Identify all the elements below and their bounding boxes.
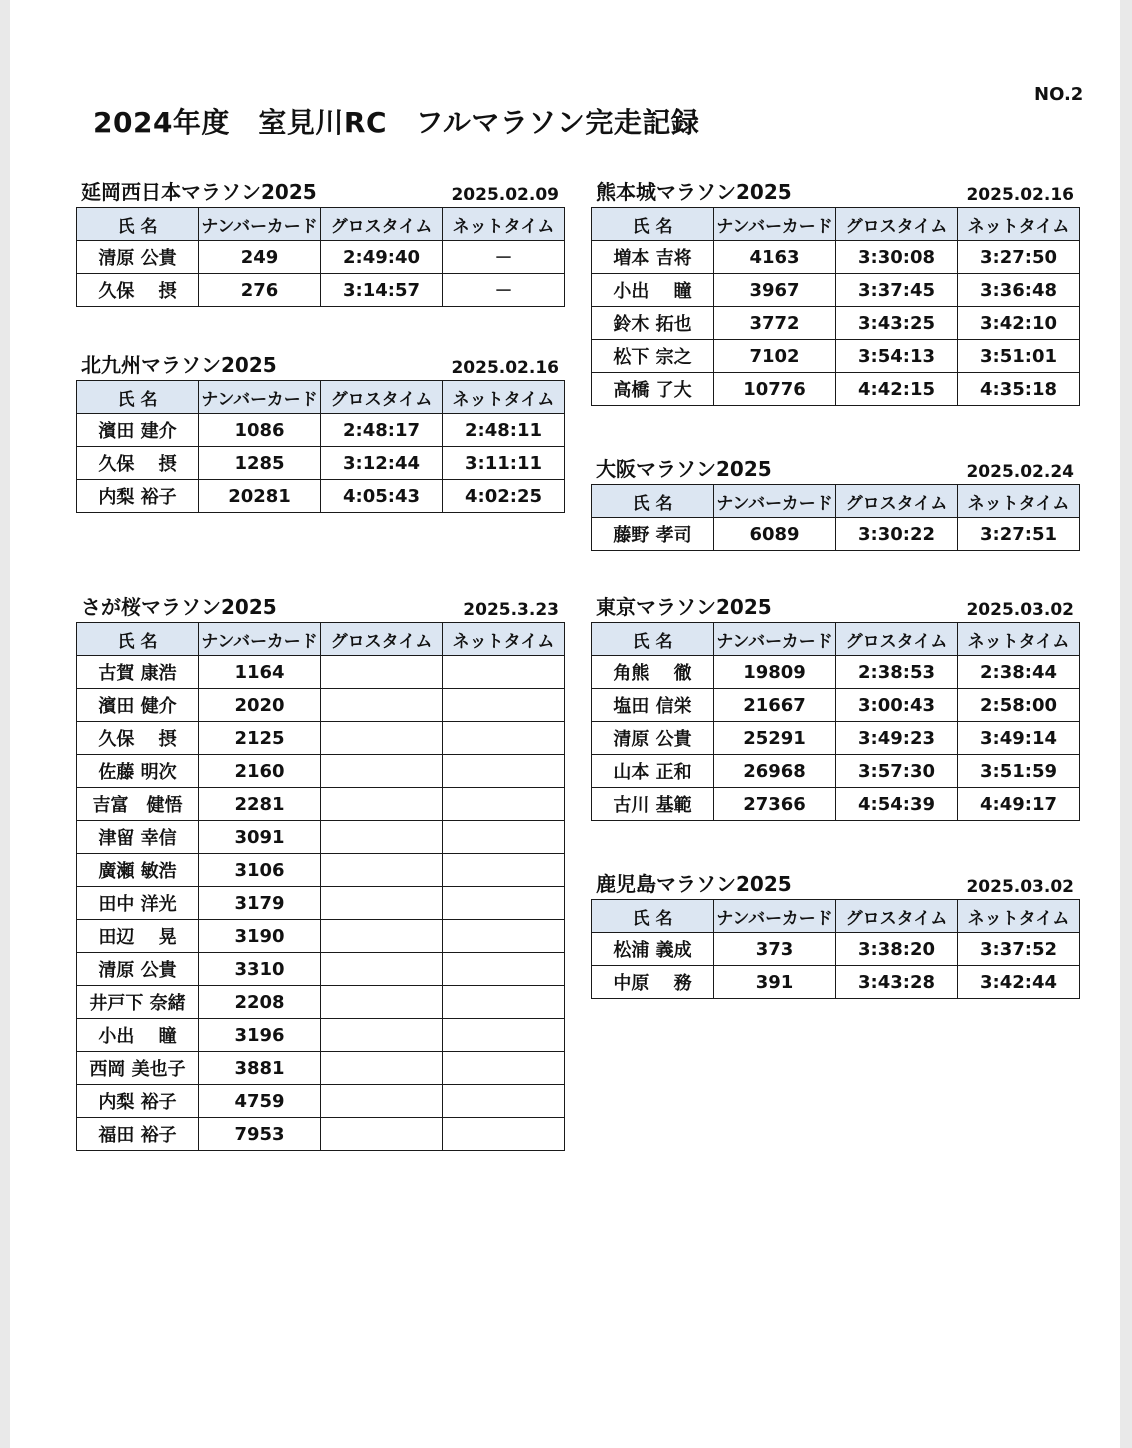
- results-table: [591, 484, 1080, 551]
- net-time: －: [443, 241, 565, 274]
- gross-time: [321, 689, 443, 722]
- bib-number: 19809: [714, 656, 836, 689]
- results-table: [591, 207, 1080, 406]
- net-time: 4:02:25: [443, 480, 565, 513]
- gross-time: 3:57:30: [836, 755, 958, 788]
- bib-number: 2125: [199, 722, 321, 755]
- net-time: [443, 689, 565, 722]
- runner-name: 松下 宗之: [592, 340, 714, 373]
- runner-name: 清原 公貴: [77, 953, 199, 986]
- gross-time: [321, 953, 443, 986]
- gross-time: [321, 1085, 443, 1118]
- race-header: [591, 454, 1079, 484]
- bib-column-header: ナンバーカード: [199, 208, 321, 241]
- runner-name: 福田 裕子: [77, 1118, 199, 1151]
- net-time: [443, 656, 565, 689]
- runner-name: 佐藤 明次: [77, 755, 199, 788]
- bib-number: 3310: [199, 953, 321, 986]
- header-row: [77, 381, 565, 414]
- race-header: [591, 177, 1079, 207]
- bib-number: 3190: [199, 920, 321, 953]
- table-row: [77, 953, 565, 986]
- table-row: [592, 307, 1080, 340]
- runner-name: 中原 務: [592, 966, 714, 999]
- table-row: [592, 656, 1080, 689]
- race-name: 北九州マラソン2025: [81, 353, 277, 377]
- table-row: [77, 1118, 565, 1151]
- runner-name: 角熊 徹: [592, 656, 714, 689]
- net-time: [443, 788, 565, 821]
- net-time: 4:49:17: [958, 788, 1080, 821]
- net-time: 3:42:10: [958, 307, 1080, 340]
- net-time-column-header: ネットタイム: [958, 208, 1080, 241]
- gross-time: 3:43:25: [836, 307, 958, 340]
- runner-name: 田辺 晃: [77, 920, 199, 953]
- gross-time: [321, 1118, 443, 1151]
- runner-name: 廣瀬 敏浩: [77, 854, 199, 887]
- runner-name: 井戸下 奈緒: [77, 986, 199, 1019]
- gross-time: [321, 821, 443, 854]
- runner-name: 小出 瞳: [77, 1019, 199, 1052]
- bib-number: 2160: [199, 755, 321, 788]
- bib-number: 3772: [714, 307, 836, 340]
- table-row: [592, 274, 1080, 307]
- table-row: [77, 920, 565, 953]
- gross-time-column-header: グロスタイム: [321, 623, 443, 656]
- results-table: [76, 622, 565, 1151]
- runner-name: 濱田 健介: [77, 689, 199, 722]
- table-row: [592, 722, 1080, 755]
- table-row: [77, 274, 565, 307]
- header-row: [77, 623, 565, 656]
- table-row: [592, 373, 1080, 406]
- bib-number: 3091: [199, 821, 321, 854]
- gross-time-column-header: グロスタイム: [321, 381, 443, 414]
- table-row: [77, 1019, 565, 1052]
- bib-number: 1086: [199, 414, 321, 447]
- bib-column-header: ナンバーカード: [199, 381, 321, 414]
- gross-time: 4:42:15: [836, 373, 958, 406]
- table-row: [592, 788, 1080, 821]
- runner-name: 西岡 美也子: [77, 1052, 199, 1085]
- runner-name: 内梨 裕子: [77, 480, 199, 513]
- table-row: [77, 447, 565, 480]
- bib-number: 3881: [199, 1052, 321, 1085]
- bib-number: 7102: [714, 340, 836, 373]
- net-time: [443, 1085, 565, 1118]
- net-time: 3:51:01: [958, 340, 1080, 373]
- gross-time-column-header: グロスタイム: [836, 900, 958, 933]
- race-name: 熊本城マラソン2025: [596, 180, 792, 204]
- bib-number: 2281: [199, 788, 321, 821]
- net-time: －: [443, 274, 565, 307]
- table-row: [77, 1085, 565, 1118]
- results-table: [76, 207, 565, 307]
- gross-time: [321, 722, 443, 755]
- table-row: [77, 986, 565, 1019]
- net-time: 2:48:11: [443, 414, 565, 447]
- table-row: [77, 755, 565, 788]
- net-time: 3:42:44: [958, 966, 1080, 999]
- gross-time: [321, 920, 443, 953]
- gross-time: 3:43:28: [836, 966, 958, 999]
- gross-time: [321, 854, 443, 887]
- net-time-column-header: ネットタイム: [443, 623, 565, 656]
- bib-number: 10776: [714, 373, 836, 406]
- gross-time: 3:37:45: [836, 274, 958, 307]
- table-row: [592, 241, 1080, 274]
- race-date: 2025.03.02: [966, 600, 1074, 620]
- net-time: [443, 1118, 565, 1151]
- name-column-header: 氏 名: [77, 208, 199, 241]
- table-row: [77, 480, 565, 513]
- race-header: [591, 592, 1079, 622]
- net-time: 4:35:18: [958, 373, 1080, 406]
- document-number: NO.2: [1034, 84, 1084, 105]
- gross-time: [321, 887, 443, 920]
- bib-number: 26968: [714, 755, 836, 788]
- net-time: [443, 1052, 565, 1085]
- table-row: [77, 854, 565, 887]
- net-time: 3:49:14: [958, 722, 1080, 755]
- net-time-column-header: ネットタイム: [958, 623, 1080, 656]
- name-column-header: 氏 名: [77, 623, 199, 656]
- net-time: [443, 986, 565, 1019]
- bib-number: 20281: [199, 480, 321, 513]
- bib-number: 249: [199, 241, 321, 274]
- runner-name: 清原 公貴: [592, 722, 714, 755]
- runner-name: 松浦 義成: [592, 933, 714, 966]
- results-table: [76, 380, 565, 513]
- gross-time-column-header: グロスタイム: [836, 623, 958, 656]
- name-column-header: 氏 名: [592, 485, 714, 518]
- table-row: [77, 722, 565, 755]
- bib-number: 25291: [714, 722, 836, 755]
- race-date: 2025.03.02: [966, 877, 1074, 897]
- runner-name: 高橋 了大: [592, 373, 714, 406]
- header-row: [592, 900, 1080, 933]
- race-section: [76, 177, 564, 307]
- table-row: [77, 887, 565, 920]
- net-time: [443, 887, 565, 920]
- race-date: 2025.02.16: [966, 185, 1074, 205]
- net-time: [443, 953, 565, 986]
- gross-time: 3:30:08: [836, 241, 958, 274]
- bib-column-header: ナンバーカード: [199, 623, 321, 656]
- net-time-column-header: ネットタイム: [443, 208, 565, 241]
- runner-name: 清原 公貴: [77, 241, 199, 274]
- gross-time: 4:54:39: [836, 788, 958, 821]
- table-row: [592, 689, 1080, 722]
- viewer-background: [1122, 0, 1132, 1448]
- gross-time: [321, 656, 443, 689]
- gross-time-column-header: グロスタイム: [836, 485, 958, 518]
- name-column-header: 氏 名: [77, 381, 199, 414]
- bib-column-header: ナンバーカード: [714, 208, 836, 241]
- runner-name: 増本 吉将: [592, 241, 714, 274]
- race-date: 2025.3.23: [463, 600, 559, 620]
- net-time: 3:27:50: [958, 241, 1080, 274]
- gross-time: 2:38:53: [836, 656, 958, 689]
- net-time: [443, 920, 565, 953]
- net-time-column-header: ネットタイム: [958, 485, 1080, 518]
- race-header: [76, 350, 564, 380]
- race-header: [76, 592, 564, 622]
- table-row: [592, 933, 1080, 966]
- table-row: [592, 755, 1080, 788]
- runner-name: 鈴木 拓也: [592, 307, 714, 340]
- gross-time: 3:49:23: [836, 722, 958, 755]
- runner-name: 古賀 康浩: [77, 656, 199, 689]
- race-name: さが桜マラソン2025: [81, 595, 277, 619]
- race-date: 2025.02.16: [451, 358, 559, 378]
- table-row: [77, 656, 565, 689]
- gross-time: 3:14:57: [321, 274, 443, 307]
- results-table: [591, 899, 1080, 999]
- bib-number: 3196: [199, 1019, 321, 1052]
- runner-name: 久保 摂: [77, 274, 199, 307]
- net-time: 2:38:44: [958, 656, 1080, 689]
- header-row: [592, 623, 1080, 656]
- gross-time: 2:48:17: [321, 414, 443, 447]
- gross-time-column-header: グロスタイム: [321, 208, 443, 241]
- net-time: [443, 854, 565, 887]
- gross-time-column-header: グロスタイム: [836, 208, 958, 241]
- bib-number: 6089: [714, 518, 836, 551]
- bib-number: 2020: [199, 689, 321, 722]
- bib-number: 27366: [714, 788, 836, 821]
- runner-name: 久保 摂: [77, 447, 199, 480]
- gross-time: [321, 1052, 443, 1085]
- bib-number: 3179: [199, 887, 321, 920]
- race-name: 鹿児島マラソン2025: [596, 872, 792, 896]
- net-time: [443, 755, 565, 788]
- table-row: [77, 414, 565, 447]
- table-row: [592, 966, 1080, 999]
- bib-number: 4163: [714, 241, 836, 274]
- gross-time: [321, 788, 443, 821]
- table-row: [77, 788, 565, 821]
- runner-name: 塩田 信栄: [592, 689, 714, 722]
- bib-number: 373: [714, 933, 836, 966]
- race-section: [591, 177, 1079, 406]
- bib-column-header: ナンバーカード: [714, 900, 836, 933]
- gross-time: 3:54:13: [836, 340, 958, 373]
- runner-name: 田中 洋光: [77, 887, 199, 920]
- runner-name: 藤野 孝司: [592, 518, 714, 551]
- net-time: [443, 821, 565, 854]
- runner-name: 小出 瞳: [592, 274, 714, 307]
- net-time: 3:11:11: [443, 447, 565, 480]
- bib-number: 3106: [199, 854, 321, 887]
- bib-number: 4759: [199, 1085, 321, 1118]
- bib-number: 1164: [199, 656, 321, 689]
- race-date: 2025.02.09: [451, 185, 559, 205]
- gross-time: 4:05:43: [321, 480, 443, 513]
- bib-number: 7953: [199, 1118, 321, 1151]
- table-row: [592, 518, 1080, 551]
- gross-time: [321, 755, 443, 788]
- runner-name: 古川 基範: [592, 788, 714, 821]
- net-time: 3:37:52: [958, 933, 1080, 966]
- bib-column-header: ナンバーカード: [714, 623, 836, 656]
- runner-name: 山本 正和: [592, 755, 714, 788]
- header-row: [77, 208, 565, 241]
- table-row: [77, 689, 565, 722]
- bib-number: 2208: [199, 986, 321, 1019]
- race-header: [591, 869, 1079, 899]
- page-title: 2024年度 室見川RC フルマラソン完走記録: [93, 106, 700, 139]
- race-name: 東京マラソン2025: [596, 595, 772, 619]
- header-row: [592, 208, 1080, 241]
- bib-number: 391: [714, 966, 836, 999]
- runner-name: 濱田 建介: [77, 414, 199, 447]
- gross-time: 3:12:44: [321, 447, 443, 480]
- name-column-header: 氏 名: [592, 900, 714, 933]
- net-time: 3:51:59: [958, 755, 1080, 788]
- gross-time: 2:49:40: [321, 241, 443, 274]
- net-time: [443, 722, 565, 755]
- name-column-header: 氏 名: [592, 623, 714, 656]
- bib-number: 3967: [714, 274, 836, 307]
- runner-name: 内梨 裕子: [77, 1085, 199, 1118]
- net-time-column-header: ネットタイム: [443, 381, 565, 414]
- race-section: [591, 454, 1079, 551]
- bib-column-header: ナンバーカード: [714, 485, 836, 518]
- net-time: 3:27:51: [958, 518, 1080, 551]
- race-name: 延岡西日本マラソン2025: [81, 180, 317, 204]
- net-time-column-header: ネットタイム: [958, 900, 1080, 933]
- header-row: [592, 485, 1080, 518]
- table-row: [77, 821, 565, 854]
- bib-number: 276: [199, 274, 321, 307]
- race-section: [76, 592, 564, 1151]
- gross-time: 3:00:43: [836, 689, 958, 722]
- race-section: [76, 350, 564, 513]
- table-row: [77, 1052, 565, 1085]
- race-section: [591, 869, 1079, 999]
- gross-time: [321, 1019, 443, 1052]
- race-date: 2025.02.24: [966, 462, 1074, 482]
- name-column-header: 氏 名: [592, 208, 714, 241]
- table-row: [592, 340, 1080, 373]
- gross-time: [321, 986, 443, 1019]
- race-header: [76, 177, 564, 207]
- results-table: [591, 622, 1080, 821]
- race-section: [591, 592, 1079, 821]
- net-time: 2:58:00: [958, 689, 1080, 722]
- runner-name: 吉富 健悟: [77, 788, 199, 821]
- bib-number: 1285: [199, 447, 321, 480]
- net-time: [443, 1019, 565, 1052]
- net-time: 3:36:48: [958, 274, 1080, 307]
- table-row: [77, 241, 565, 274]
- gross-time: 3:30:22: [836, 518, 958, 551]
- bib-number: 21667: [714, 689, 836, 722]
- runner-name: 久保 摂: [77, 722, 199, 755]
- document-page: [10, 0, 1120, 1448]
- runner-name: 津留 幸信: [77, 821, 199, 854]
- gross-time: 3:38:20: [836, 933, 958, 966]
- race-name: 大阪マラソン2025: [596, 457, 772, 481]
